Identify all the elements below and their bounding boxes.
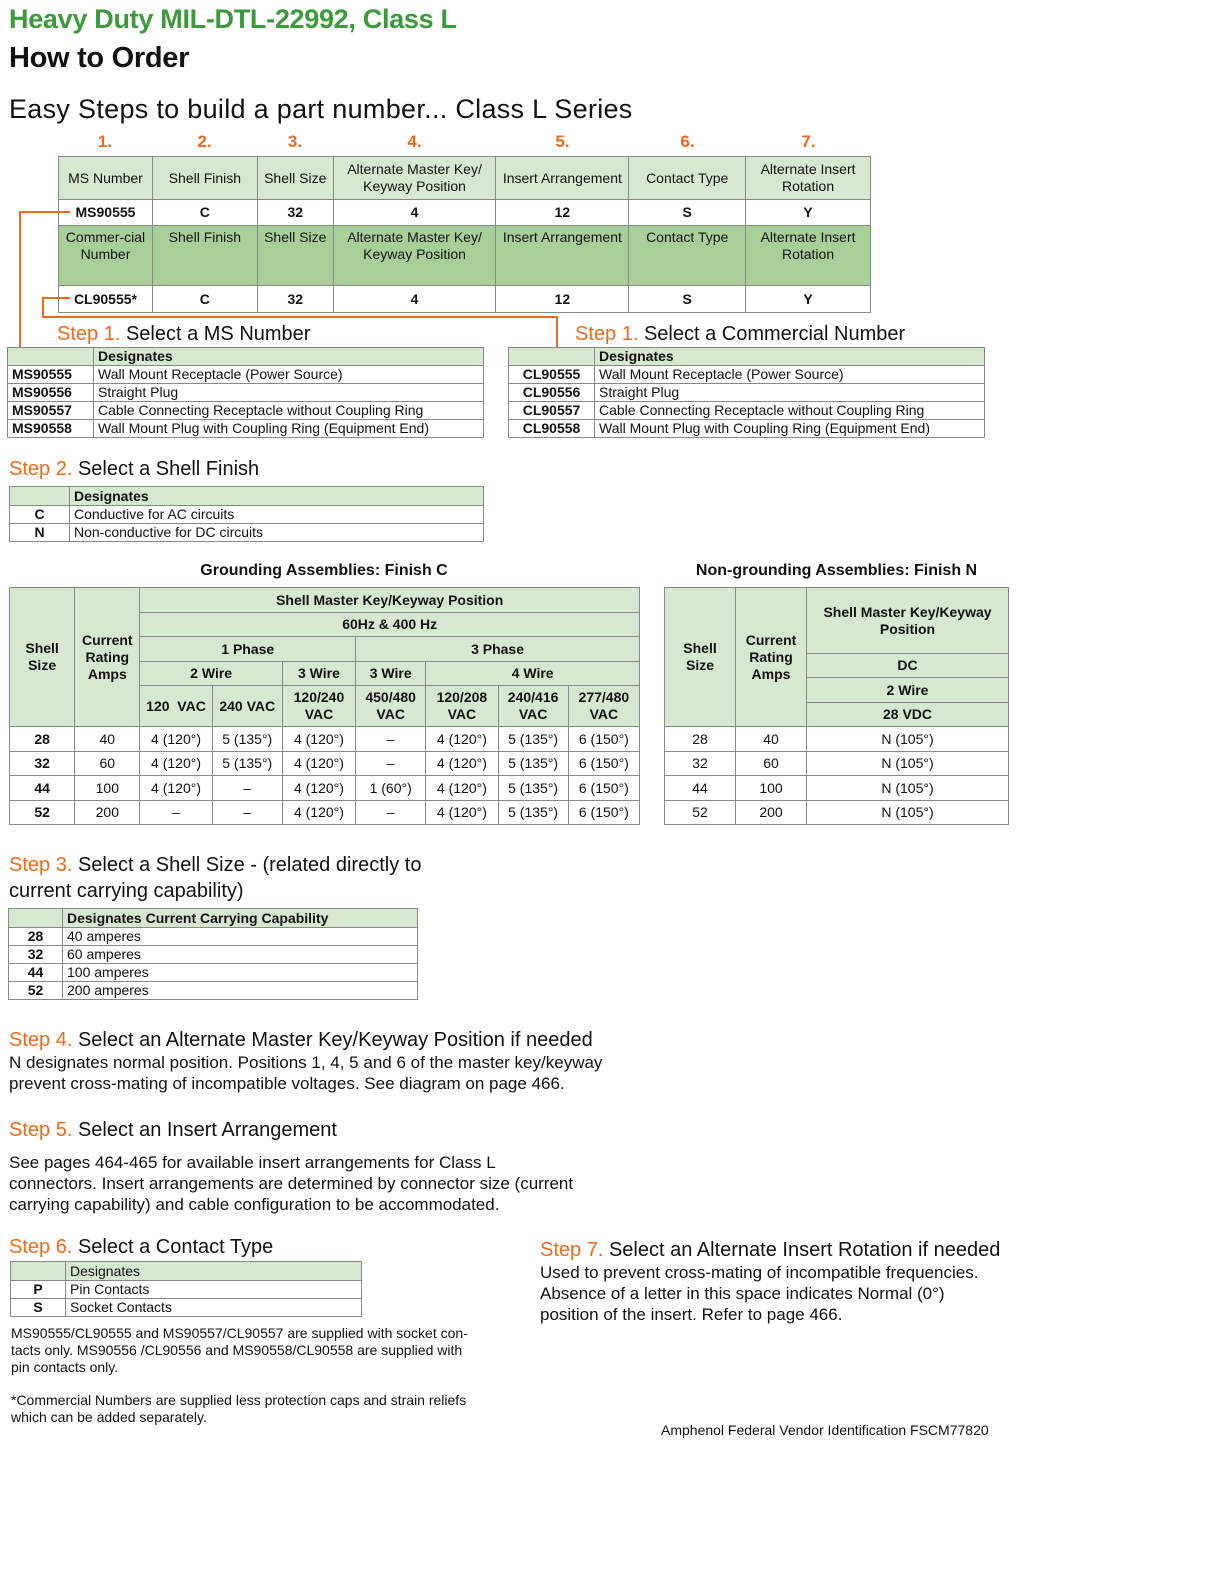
key-position-header: Shell Master Key/Keyway Position (140, 588, 640, 613)
cell: 40 (75, 727, 140, 752)
ms-code: MS90556 (8, 384, 94, 402)
connector-line (42, 297, 44, 317)
current-rating-header: Current Rating Amps (75, 588, 140, 727)
contact-note: MS90555/CL90555 and MS90557/CL90557 are supplied with socket con- tacts only. MS90556 /CL90556 and MS90558/CL90558 are supplied with pin contacts only. (11, 1325, 468, 1375)
step4-heading: Step 4. Select an Alternate Master Key/Keyway Position if needed (9, 1029, 593, 1051)
cell: 5 (135°) (498, 801, 568, 825)
ms-value-cell: C (152, 200, 257, 226)
size-code: 44 (9, 964, 63, 982)
step1-ms-table (7, 347, 484, 438)
cell: 4 (120°) (426, 801, 498, 825)
ms-desc: Wall Mount Plug with Coupling Ring (Equipment End) (94, 420, 484, 438)
size-desc: 100 amperes (63, 964, 418, 982)
size-code: 28 (9, 928, 63, 946)
cl-code: CL90558 (509, 420, 595, 438)
document-title: Heavy Duty MIL-DTL-22992, Class L (9, 4, 457, 34)
voltage-header: 120/240 VAC (282, 686, 355, 727)
frequency-header: 60Hz & 400 Hz (140, 613, 640, 637)
cell: 60 (75, 752, 140, 776)
cell: – (140, 801, 212, 825)
cell: 5 (135°) (498, 727, 568, 752)
commercial-footnote: *Commercial Numbers are supplied less protection caps and strain reliefs which can be added separately. (11, 1392, 467, 1425)
shell-size-header: Shell Size (665, 588, 736, 727)
ms-header-cell: Shell Size (257, 157, 333, 200)
two-wire-header: 2 Wire (140, 662, 282, 686)
ms-code: MS90558 (8, 420, 94, 438)
contact-desc: Pin Contacts (66, 1281, 362, 1299)
cell: 4 (120°) (282, 801, 355, 825)
cell: 100 (75, 776, 140, 801)
cell: 32 (665, 752, 736, 776)
cell: 4 (120°) (426, 752, 498, 776)
cl-value-cell: 32 (257, 286, 333, 313)
dc-header: DC (807, 654, 1009, 678)
nongrounding-table (664, 587, 1009, 825)
builder-step-number: 7. (801, 132, 816, 151)
cl-desc: Wall Mount Plug with Coupling Ring (Equipment End) (595, 420, 985, 438)
ms-desc: Cable Connecting Receptacle without Coupling Ring (94, 402, 484, 420)
cell: 4 (120°) (140, 752, 212, 776)
builder-step-number: 4. (407, 132, 422, 151)
cell: 28 (10, 727, 75, 752)
cell: 4 (120°) (140, 727, 212, 752)
cl-desc: Wall Mount Receptacle (Power Source) (595, 366, 985, 384)
size-desc: 60 amperes (63, 946, 418, 964)
cell: 6 (150°) (568, 752, 639, 776)
cell: 4 (120°) (282, 752, 355, 776)
cell: 200 (75, 801, 140, 825)
finish-desc: Non-conductive for DC circuits (70, 524, 484, 542)
cl-header-cell: Shell Size (257, 226, 333, 286)
nongrounding-caption: Non-grounding Assemblies: Finish N (695, 562, 978, 579)
cell: – (212, 776, 282, 801)
cl-value-cell: 12 (496, 286, 629, 313)
builder-step-number: 3. (287, 132, 303, 151)
cl-code: CL90556 (509, 384, 595, 402)
table-row (10, 727, 640, 752)
cell: 28 (665, 727, 736, 752)
cell: 100 (736, 776, 807, 801)
cell: N (105°) (807, 801, 1009, 825)
builder-step-number: 6. (680, 132, 695, 151)
ms-header-cell: Insert Arrangement (496, 157, 629, 200)
ms-desc: Wall Mount Receptacle (Power Source) (94, 366, 484, 384)
table-row (665, 752, 1009, 776)
connector-line (19, 211, 70, 213)
cl-value-cell: 4 (333, 286, 496, 313)
cl-header-cell: Alternate Master Key/ Keyway Position (333, 226, 496, 286)
cl-header-cell: Shell Finish (152, 226, 257, 286)
ms-header-cell: Shell Finish (152, 157, 257, 200)
table-row (10, 752, 640, 776)
cell: N (105°) (807, 727, 1009, 752)
table-row (10, 776, 640, 801)
builder-step-number: 2. (197, 132, 212, 151)
finish-code: N (10, 524, 70, 542)
cl-code: CL90557 (509, 402, 595, 420)
cell: 6 (150°) (568, 801, 639, 825)
three-wire-header: 3 Wire (356, 662, 426, 686)
step3-heading: Step 3. Select a Shell Size - (related directly to current carrying capability) (9, 854, 422, 902)
cell: N (105°) (807, 776, 1009, 801)
cell: 4 (120°) (282, 727, 355, 752)
size-desc: 200 amperes (63, 982, 418, 1000)
finish-code: C (10, 506, 70, 524)
voltage-header: 120/208 VAC (426, 686, 498, 727)
finish-desc: Conductive for AC circuits (70, 506, 484, 524)
cell: 6 (150°) (568, 727, 639, 752)
single-phase-header: 1 Phase (140, 637, 356, 662)
designates-header: Designates (70, 487, 484, 506)
connector-line (19, 211, 21, 348)
ms-value-cell: S (629, 200, 746, 226)
contact-code: P (11, 1281, 66, 1299)
cell: N (105°) (807, 752, 1009, 776)
table-row (665, 727, 1009, 752)
voltage-header: 450/480 VAC (356, 686, 426, 727)
cell: 5 (135°) (212, 727, 282, 752)
cell: 44 (665, 776, 736, 801)
grounding-caption: Grounding Assemblies: Finish C (200, 562, 448, 579)
cell: – (356, 752, 426, 776)
cell: 44 (10, 776, 75, 801)
voltage-header: 120 VAC (140, 686, 212, 727)
cell: – (212, 801, 282, 825)
cell: 4 (120°) (426, 776, 498, 801)
ms-value-cell: Y (746, 200, 871, 226)
three-phase-header: 3 Phase (356, 637, 640, 662)
step6-table (10, 1261, 362, 1317)
ms-code: MS90557 (8, 402, 94, 420)
cl-header-cell: Insert Arrangement (496, 226, 629, 286)
cl-value-cell: CL90555* (59, 286, 153, 313)
table-row (10, 801, 640, 825)
designates-header: Designates Current Carrying Capability (63, 909, 418, 928)
part-number-builder (58, 156, 871, 313)
voltage-header: 240 VAC (212, 686, 282, 727)
builder-step-number: 5. (555, 132, 570, 151)
size-desc: 40 amperes (63, 928, 418, 946)
shell-size-header: Shell Size (10, 588, 75, 727)
ms-header-cell: Alternate Insert Rotation (746, 157, 871, 200)
document-subtitle: How to Order (9, 42, 190, 74)
vdc-header: 28 VDC (807, 703, 1009, 727)
voltage-header: 240/416 VAC (498, 686, 568, 727)
cell: 40 (736, 727, 807, 752)
cell: – (356, 801, 426, 825)
step2-heading: Step 2. Select a Shell Finish (9, 458, 260, 480)
voltage-header: 277/480 VAC (568, 686, 639, 727)
contact-code: S (11, 1299, 66, 1317)
cell: 60 (736, 752, 807, 776)
ms-header-cell: Contact Type (629, 157, 746, 200)
ms-header-cell: MS Number (59, 157, 153, 200)
cell: 200 (736, 801, 807, 825)
cell: – (356, 727, 426, 752)
three-wire-header: 3 Wire (282, 662, 355, 686)
cell: 52 (10, 801, 75, 825)
size-code: 32 (9, 946, 63, 964)
cl-code: CL90555 (509, 366, 595, 384)
cl-value-cell: C (152, 286, 257, 313)
cell: 32 (10, 752, 75, 776)
grounding-table (9, 587, 640, 825)
step2-table (9, 486, 484, 542)
step5-heading: Step 5. Select an Insert Arrangement (9, 1119, 337, 1141)
step7-text: Used to prevent cross-mating of incompatible frequencies. Absence of a letter in this space indicates Normal (0°) position of the insert. Refer to page 466. (540, 1263, 979, 1324)
connector-line (42, 316, 558, 318)
cl-header-cell: Contact Type (629, 226, 746, 286)
cl-desc: Straight Plug (595, 384, 985, 402)
cell: 5 (135°) (212, 752, 282, 776)
cl-header-cell: Alternate Insert Rotation (746, 226, 871, 286)
four-wire-header: 4 Wire (426, 662, 640, 686)
step4-text: N designates normal position. Positions 1, 4, 5 and 6 of the master key/keyway prevent cross-mating of incompatible voltages. See diagram on page 466. (9, 1053, 603, 1093)
builder-step-number: 1. (97, 132, 113, 151)
designates-header: Designates (595, 348, 985, 366)
size-code: 52 (9, 982, 63, 1000)
cell: 4 (120°) (140, 776, 212, 801)
cl-value-cell: S (629, 286, 746, 313)
step5-text: See pages 464-465 for available insert arrangements for Class L connectors. Insert arrangements are determined by connector size (current carrying capability) and cable configuration to be accommodated. (9, 1153, 574, 1214)
cl-value-cell: Y (746, 286, 871, 313)
cell: 6 (150°) (568, 776, 639, 801)
table-row (665, 776, 1009, 801)
cl-desc: Cable Connecting Receptacle without Coupling Ring (595, 402, 985, 420)
ms-header-cell: Alternate Master Key/ Keyway Position (333, 157, 496, 200)
cell: 1 (60°) (356, 776, 426, 801)
cell: 5 (135°) (498, 776, 568, 801)
step1-cl-table (508, 347, 985, 438)
step6-heading: Step 6. Select a Contact Type (9, 1236, 274, 1258)
cl-header-cell: Commer-cial Number (59, 226, 153, 286)
vendor-id: Amphenol Federal Vendor Identification FSCM77820 (661, 1422, 989, 1438)
step1-ms-heading: Step 1. Select a MS Number (57, 323, 311, 345)
cell: 5 (135°) (498, 752, 568, 776)
contact-desc: Socket Contacts (66, 1299, 362, 1317)
step7-heading: Step 7. Select an Alternate Insert Rotation if needed (540, 1239, 1001, 1261)
key-position-header: Shell Master Key/Keyway Position (807, 588, 1009, 654)
step3-table (8, 908, 418, 1000)
cell: 4 (120°) (282, 776, 355, 801)
table-row (665, 801, 1009, 825)
designates-header: Designates (94, 348, 484, 366)
step1-cl-heading: Step 1. Select a Commercial Number (575, 323, 906, 345)
cell: 4 (120°) (426, 727, 498, 752)
ms-desc: Straight Plug (94, 384, 484, 402)
tagline: Easy Steps to build a part number... Class L Series (9, 94, 633, 124)
ms-value-cell: 4 (333, 200, 496, 226)
designates-header: Designates (66, 1262, 362, 1281)
ms-value-cell: 12 (496, 200, 629, 226)
two-wire-header: 2 Wire (807, 678, 1009, 703)
current-rating-header: Current Rating Amps (736, 588, 807, 727)
ms-code: MS90555 (8, 366, 94, 384)
ms-value-cell: 32 (257, 200, 333, 226)
connector-line (42, 297, 70, 299)
ms-value-cell: MS90555 (59, 200, 153, 226)
cell: 52 (665, 801, 736, 825)
